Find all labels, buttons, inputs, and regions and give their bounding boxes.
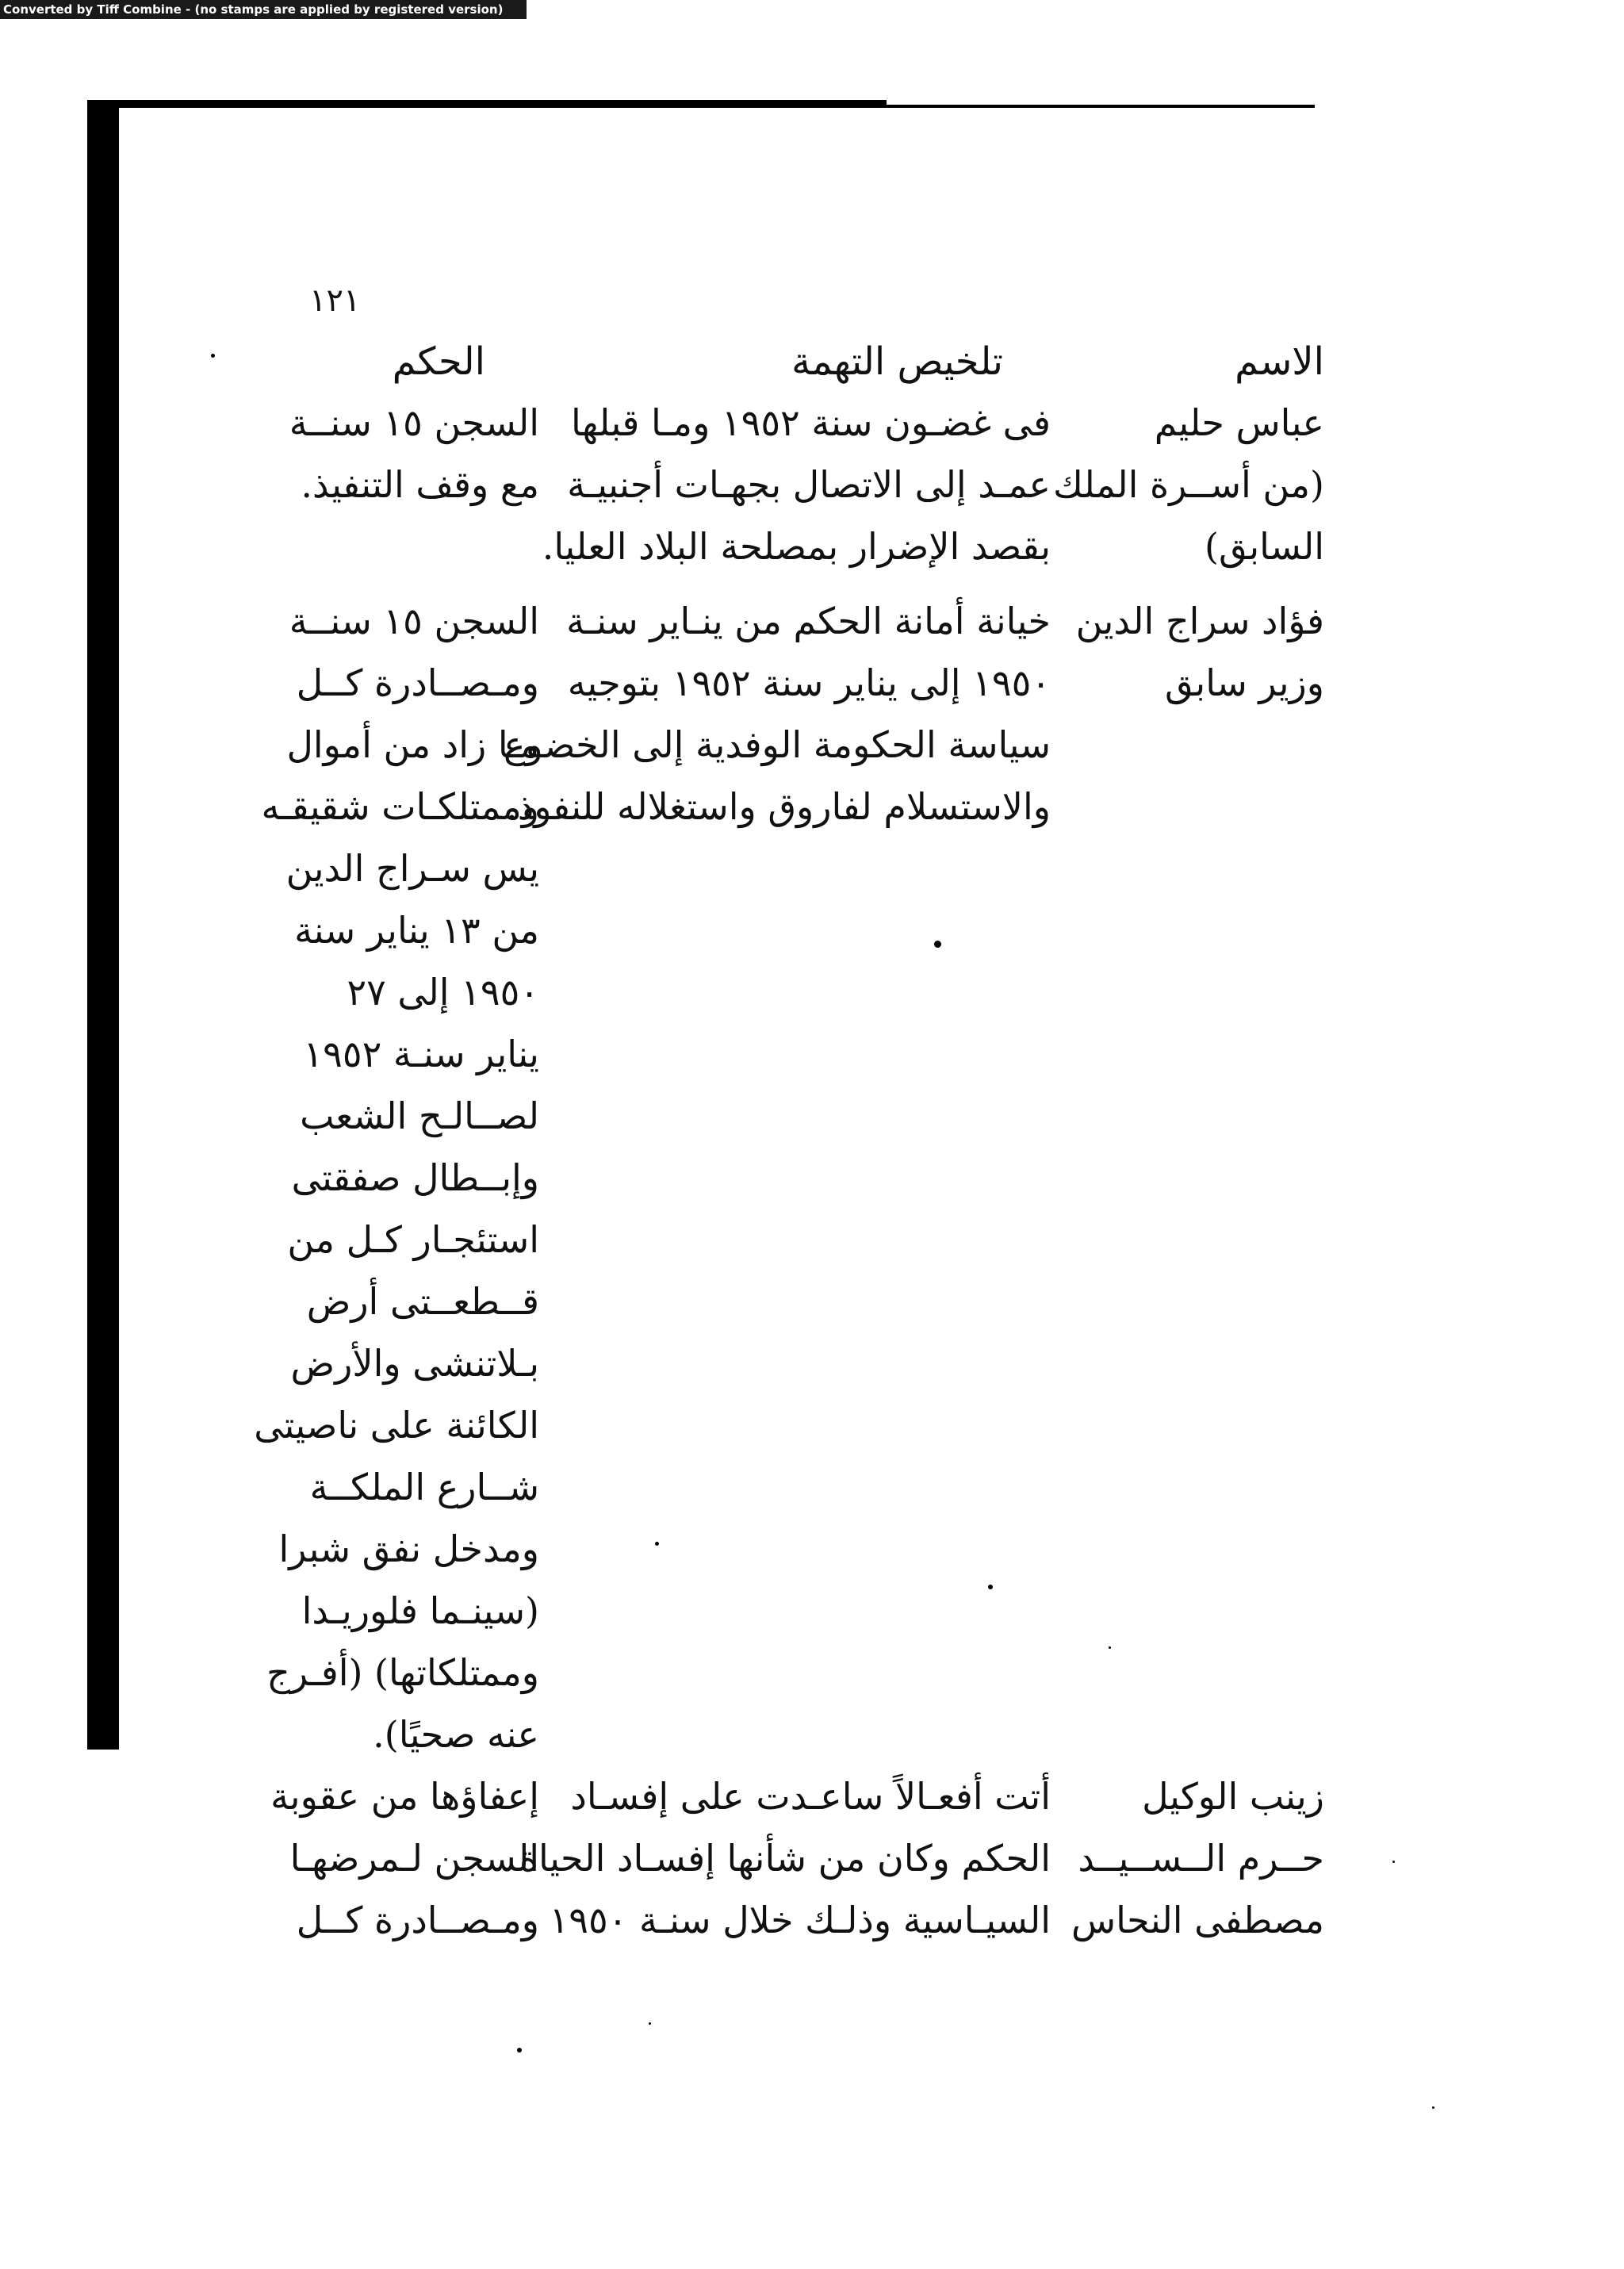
page-frame-top	[109, 100, 887, 108]
entry-2-sentence-line: الكائنة على ناصيتى	[254, 1404, 539, 1447]
converter-banner: Converted by Tiff Combine - (no stamps are applied by registered version)	[0, 0, 527, 19]
entry-2-charge-line: خيانة أمانة الحكم من ينـاير سنـة	[566, 600, 1051, 642]
entry-2-sentence-line: يناير سنـة ١٩٥٢	[303, 1033, 539, 1075]
entry-3-sentence-line: السجن لـمرضهـا	[289, 1837, 539, 1880]
entry-2-name-line: وزير سابق	[1165, 661, 1324, 704]
scan-speck	[1109, 1646, 1111, 1649]
entry-2-sentence-line: قــطعــتى أرض	[306, 1280, 539, 1323]
entry-3-name-line: مصطفى النحاس	[1071, 1899, 1324, 1941]
entry-2-sentence-line: وممتلكـات شقيقـه	[261, 785, 539, 828]
header-sentence: الحكم	[392, 339, 485, 384]
entry-2-sentence-line: مـا زاد من أموال	[286, 723, 539, 766]
scan-speck	[1392, 1861, 1395, 1863]
page-frame-left	[87, 100, 119, 1750]
entry-2-charge-line: والاستسلام لفاروق واستغلاله للنفوذ.	[506, 785, 1051, 828]
entry-2-sentence-line: وممتلكاتها) (أفـرج	[266, 1651, 539, 1694]
entry-3-charge-line: أتت أفعـالاً ساعـدت على إفسـاد	[570, 1775, 1051, 1818]
scan-speck	[655, 1542, 659, 1546]
entry-1-charge-line: فى غضـون سنة ١٩٥٢ ومـا قبلها	[571, 401, 1051, 444]
entry-2-sentence-line: ومـصــادرة كــل	[296, 661, 539, 704]
entry-2-sentence-line: لصــالـح الشعب	[300, 1094, 539, 1137]
entry-1-name-line: السابق)	[1205, 525, 1324, 568]
entry-1-sentence-line: السجن ١٥ سنــة	[289, 401, 539, 444]
entry-1-charge-line: بقصد الإضرار بمصلحة البلاد العليا.	[542, 525, 1051, 568]
entry-2-sentence-line: السجن ١٥ سنــة	[289, 600, 539, 642]
entry-3-sentence-line: ومـصــادرة كــل	[296, 1899, 539, 1941]
header-charge: تلخيص التهمة	[791, 339, 1003, 384]
entry-2-name-line: فؤاد سراج الدين	[1075, 600, 1324, 642]
entry-2-sentence-line: ١٩٥٠ إلى ٢٧	[347, 971, 539, 1014]
entry-2-sentence-line: استئجـار كـل من	[287, 1218, 539, 1261]
header-name: الاسم	[1235, 339, 1324, 384]
scan-speck	[649, 2022, 651, 2025]
entry-1-name-line: (من أســرة الملك	[1053, 463, 1324, 506]
entry-2-sentence-line: شــارع الملكــة	[309, 1466, 539, 1508]
entry-2-sentence-line: ومدخل نفق شبرا	[278, 1527, 539, 1570]
entry-3-charge-line: الحكم وكان من شأنها إفسـاد الحياة	[519, 1837, 1051, 1880]
scan-speck	[988, 1585, 993, 1589]
scan-speck	[1432, 2106, 1434, 2109]
entry-2-sentence-line: عنه صحيًا).	[373, 1713, 539, 1756]
scan-speck	[517, 2048, 522, 2052]
entry-1-charge-line: عمـد إلى الاتصال بجهـات أجنبيـة	[567, 463, 1051, 506]
entry-2-sentence-line: (سينـما فلوريـدا	[301, 1589, 539, 1632]
page-frame-top-thin	[887, 105, 1315, 108]
entry-3-sentence-line: إعفاؤها من عقوبة	[270, 1775, 539, 1818]
entry-3-name-line: زينب الوكيل	[1142, 1775, 1324, 1818]
entry-2-sentence-line: من ١٣ يناير سنة	[294, 909, 539, 952]
entry-1-name-line: عباس حليم	[1154, 401, 1324, 444]
entry-2-sentence-line: بـلاتنشى والأرض	[290, 1342, 539, 1385]
entry-1-sentence-line: مع وقف التنفيذ.	[301, 463, 539, 506]
entry-3-name-line: حــرم الــســيــد	[1078, 1837, 1324, 1880]
entry-2-charge-line: ١٩٥٠ إلى يناير سنة ١٩٥٢ بتوجيه	[567, 661, 1051, 704]
scan-speck	[211, 354, 215, 358]
scan-speck	[934, 941, 941, 948]
entry-3-charge-line: السيـاسية وذلـك خلال سنـة ١٩٥٠	[549, 1899, 1051, 1941]
page-number: ١٢١	[309, 282, 361, 319]
entry-2-sentence-line: يس سـراج الدين	[285, 847, 539, 890]
entry-2-sentence-line: وإبــطال صفقتى	[291, 1156, 539, 1199]
entry-2-charge-line: سياسة الحكومة الوفدية إلى الخضوع	[504, 723, 1051, 766]
